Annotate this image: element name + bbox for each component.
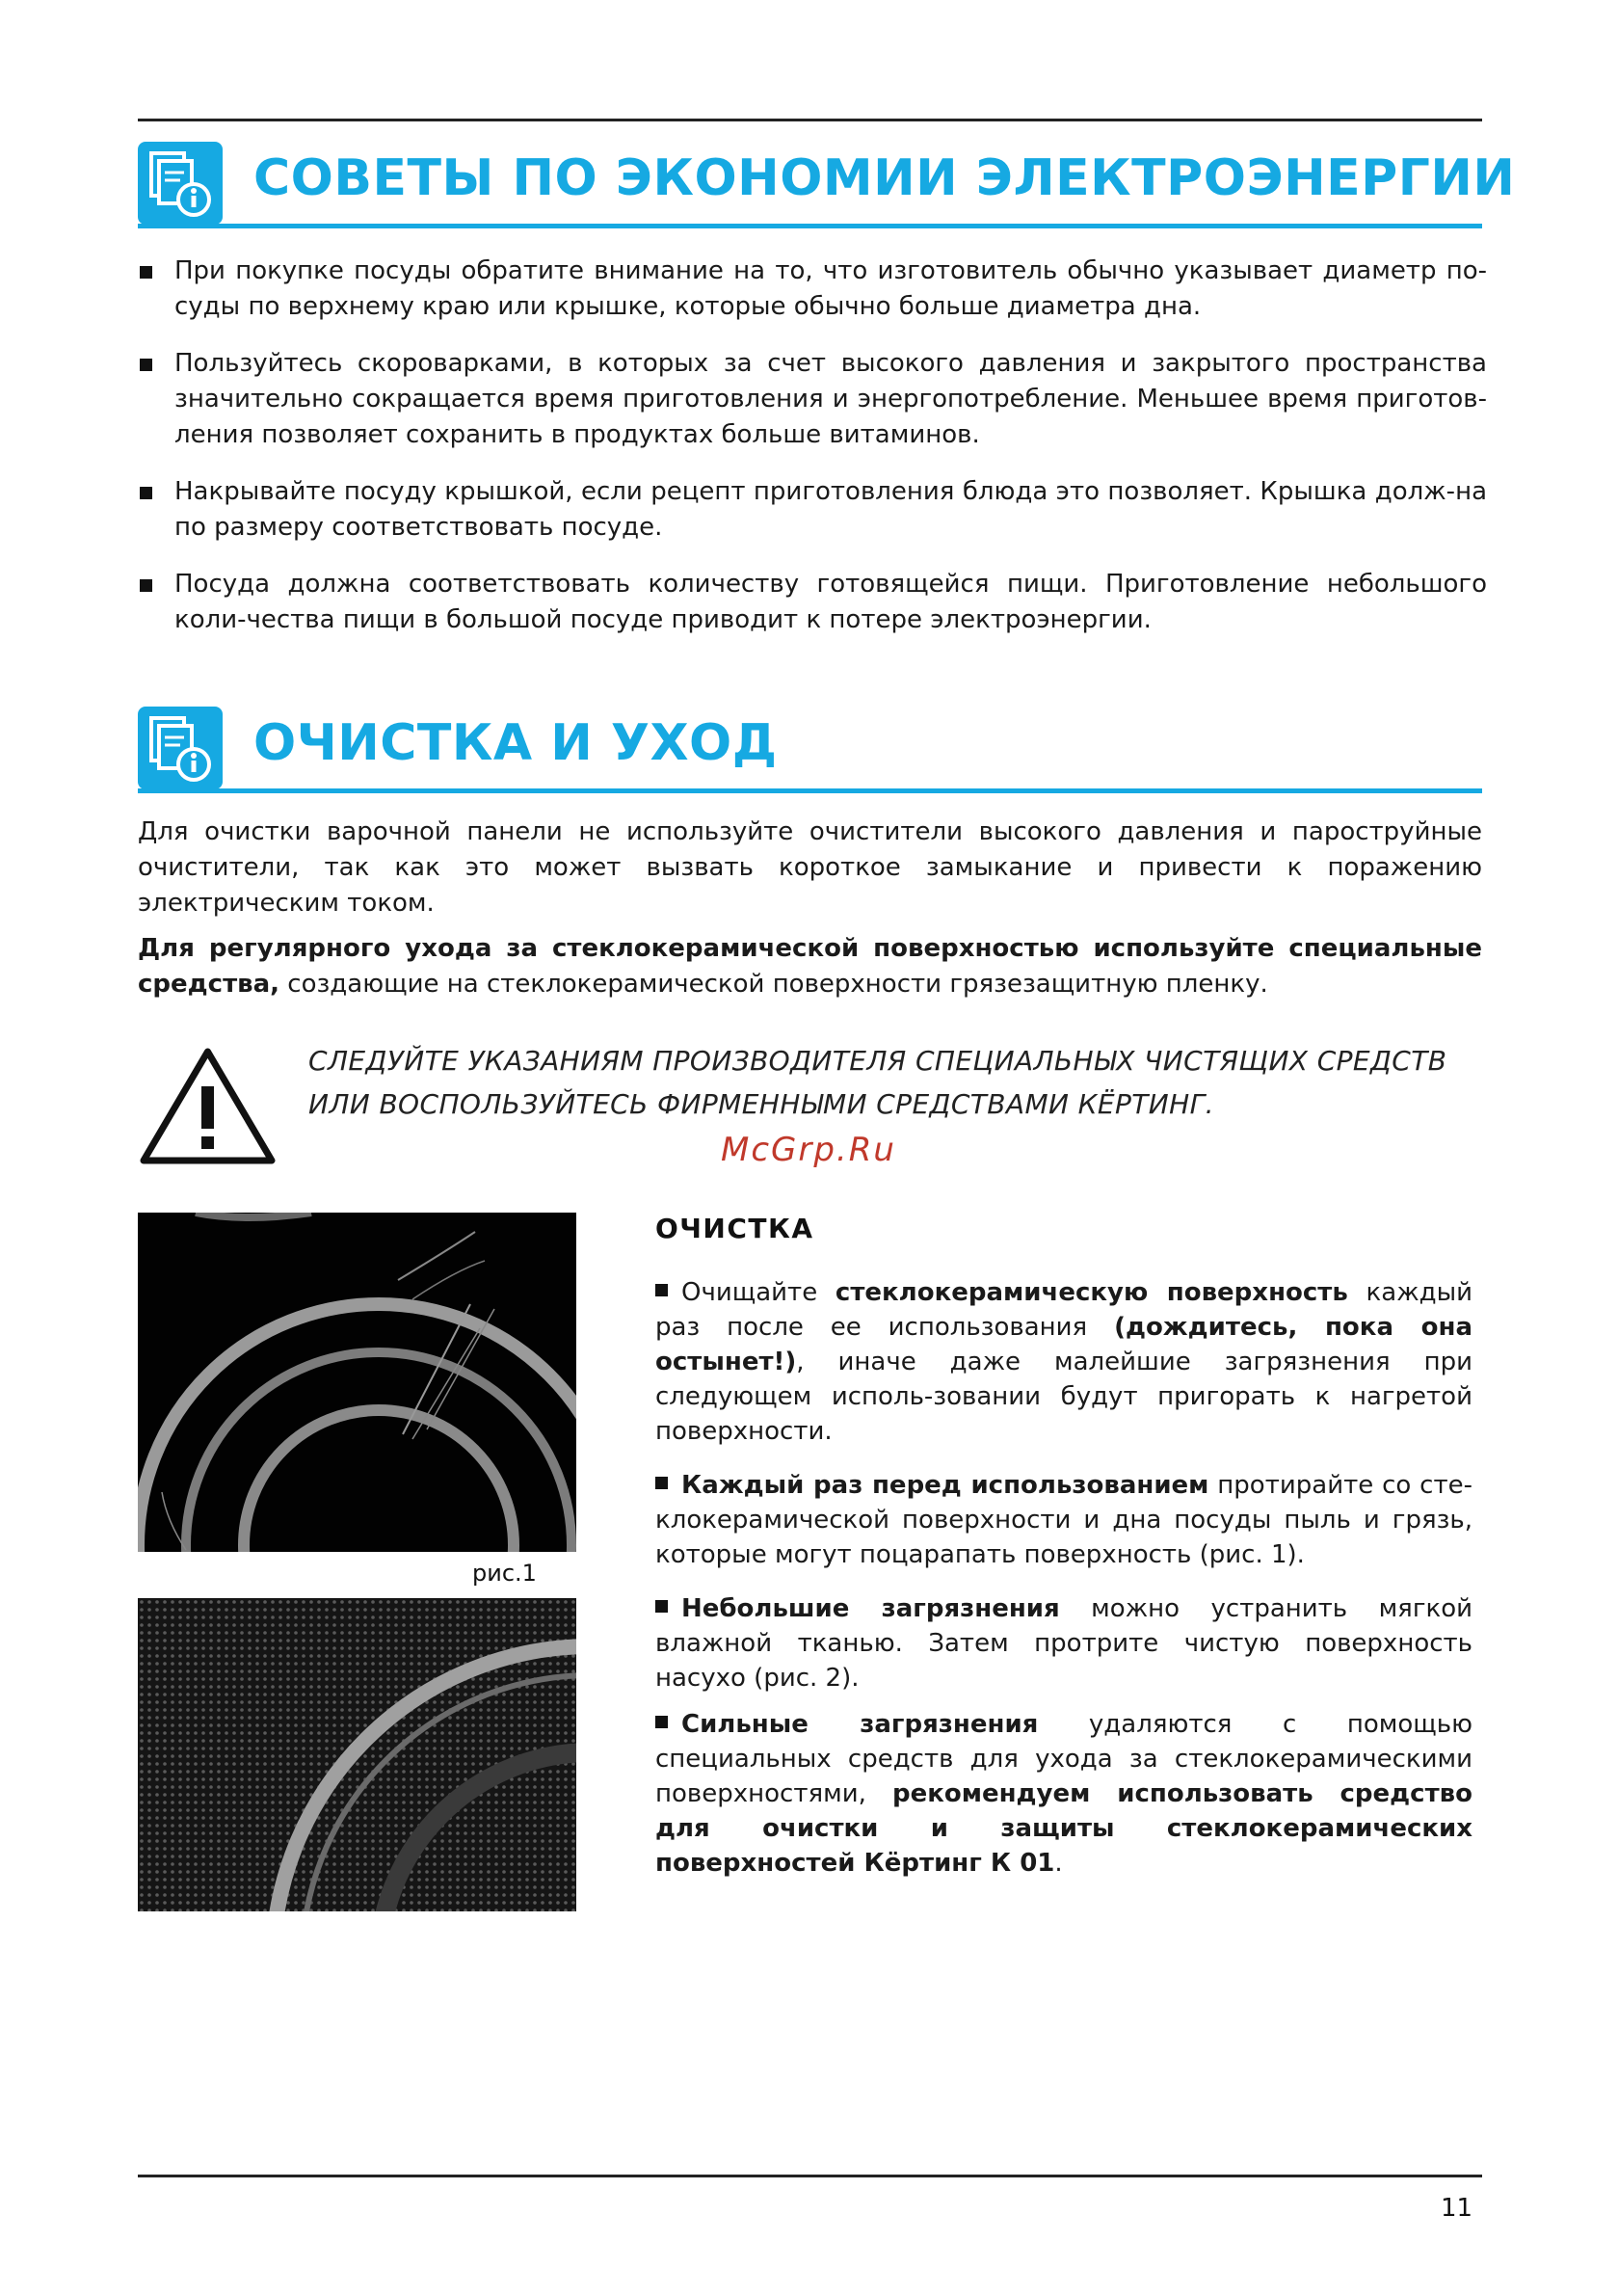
bold-text: Каждый раз перед использованием [681,1471,1209,1500]
top-rule [138,119,1482,121]
bold-text: Небольшие загрязнения [681,1594,1060,1623]
warning-text [308,1039,1494,1126]
figure-1-cooktop-scratches [138,1213,576,1552]
bold-text: Сильные загрязнения [681,1710,1039,1739]
bold-text: (дождитесь, пока она остынет!) [655,1313,1472,1376]
section-header-energy [138,142,1516,228]
bold-text: Для регулярного ухода за стеклокерамической поверхностью используйте специальные средства, [138,934,1482,999]
section-underline [138,788,1482,793]
text: . [1054,1849,1063,1878]
text: можно устранить мягкой влажной тканью. Затем протрите чистую поверхность насухо (рис. 2). [655,1594,1472,1693]
info-document-icon [138,707,223,789]
text: Очищайте [681,1278,836,1307]
cleaning-list [655,1275,1472,1900]
subsection-heading: ОЧИСТКА [655,1213,814,1244]
bottom-rule [138,2175,1482,2177]
warning-triangle-icon [138,1046,278,1166]
list-item [655,1468,1472,1572]
warning-line: СЛЕДУЙТЕ УКАЗАНИЯМ ПРОИЗВОДИТЕЛЯ СПЕЦИАЛЬНЫХ ЧИСТЯЩИХ СРЕДСТВ [308,1045,1447,1077]
list-item: При покупке посуды обратите внимание на то, что изготовитель обычно указывает диаметр по-суды по верхнему краю или крышке, которые обычно больше диаметра дна. [138,254,1487,325]
bold-text: стеклокерамическую поверхность [835,1278,1348,1307]
list-item [655,1275,1472,1449]
energy-tips-list [138,254,1487,659]
text: удаляются с помощью специальных средств для ухода за стеклокерамическими поверхностями, [655,1710,1472,1808]
figure-2-cooktop-dirt [138,1598,576,1911]
bullet-square-icon [655,1716,668,1728]
bold-text: рекомендуем использовать средство для очистки и защиты стеклокерамических поверхностей Кёртинг К 01 [655,1779,1472,1878]
text: , иначе даже малейшие загрязнения при следующем исполь-зовании будут пригорать к нагретой поверхности. [655,1348,1472,1446]
text: создающие на стеклокерамической поверхности грязезащитную пленку. [279,970,1268,999]
list-item: Посуда должна соответствовать количеству готовящейся пищи. Приготовление небольшого коли-чества пищи в большой посуде приводит к потере электроэнергии. [138,567,1487,638]
cleaning-intro: Для очистки варочной панели не используйте очистители высокого давления и пароструйные очистители, так как это может вызвать короткое замыкание и привести к поражению электрическим током. [138,817,1482,918]
bullet-square-icon [655,1600,668,1613]
section-title: СОВЕТЫ ПО ЭКОНОМИИ ЭЛЕКТРОЭНЕРГИИ [253,149,1516,207]
list-item: Пользуйтесь скороварками, в которых за счет высокого давления и закрытого пространства значительно сокращается время приготовления и энергопотребление. Меньшее время приготов-ления позволяет сохранить в продуктах больше витаминов. [138,346,1487,453]
section-title: ОЧИСТКА И УХОД [253,714,778,772]
info-document-icon [138,142,223,225]
figure-caption: рис.1 [472,1560,537,1587]
page-number: 11 [1441,2194,1473,2223]
text: протирайте со сте-клокерамической поверхности и дна посуды пыль и грязь, которые могут поцарапать поверхность (рис. 1). [655,1471,1472,1569]
text: каждый раз после ее использования [655,1278,1473,1342]
bullet-square-icon [655,1284,668,1296]
list-item [655,1707,1472,1881]
list-item [655,1591,1472,1695]
section-header-cleaning [138,707,1482,793]
bullet-square-icon [655,1477,668,1489]
warning-line: ИЛИ ВОСПОЛЬЗУЙТЕСЬ ФИРМЕННЫМИ СРЕДСТВАМИ КЁРТИНГ. [308,1088,1214,1120]
list-item: Накрывайте посуду крышкой, если рецепт приготовления блюда это позволяет. Крышка долж-на по размеру соответствовать посуде. [138,474,1487,546]
watermark: McGrp.Ru [721,1131,896,1169]
cleaning-regular-care [138,931,1482,1002]
section-underline [138,224,1482,228]
